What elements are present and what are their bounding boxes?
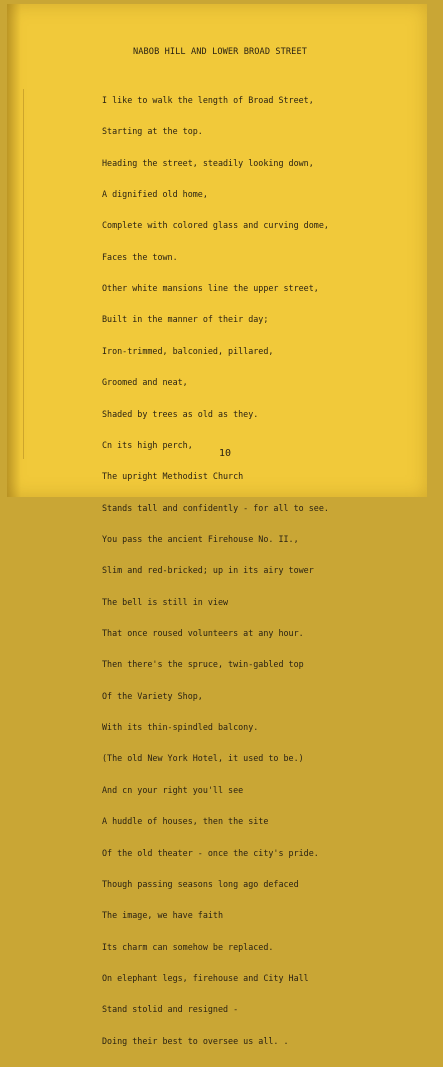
poem-line: Cn its high perch, xyxy=(102,439,193,450)
poem-line: Though passing seasons long ago defaced xyxy=(102,878,299,889)
poem-line: Faces the town. xyxy=(102,251,178,262)
poem-line: A dignified old home, xyxy=(102,188,208,199)
poem-line: Iron-trimmed, balconied, pillared, xyxy=(102,345,274,356)
poem-line: Stands tall and confidently - for all to see. xyxy=(102,502,329,513)
poem-line: Of the old theater - once the city's pride. xyxy=(102,847,319,858)
poem-line: You pass the ancient Firehouse No. II., xyxy=(102,533,299,544)
poem-line: The image, we have faith xyxy=(102,910,224,921)
page-number: 10 xyxy=(218,448,232,459)
poem-line: Built in the manner of their day; xyxy=(102,314,269,325)
poem-line: Its charm can somehow be replaced. xyxy=(102,941,274,952)
poem-line: Groomed and neat, xyxy=(102,377,188,388)
poem-body xyxy=(102,74,329,1067)
poem-line: On elephant legs, firehouse and City Hall xyxy=(102,972,309,983)
poem-line: A huddle of houses, then the site xyxy=(102,816,269,827)
poem-line: The upright Methodist Church xyxy=(102,471,244,482)
poem-line: Stand stolid and resigned - xyxy=(102,1004,239,1015)
poem-line: The bell is still in view xyxy=(102,596,229,607)
poem-line: Complete with colored glass and curving dome, xyxy=(102,220,329,231)
poem-line: Then there's the spruce, twin-gabled top xyxy=(102,659,304,670)
poem-line: Starting at the top. xyxy=(102,126,203,137)
page-binding-edge xyxy=(7,4,21,497)
poem-line: I like to walk the length of Broad Street, xyxy=(102,94,314,105)
poem-line: Other white mansions line the upper street, xyxy=(102,283,319,294)
poem-line: Heading the street, steadily looking down, xyxy=(102,157,314,168)
poem-line: That once roused volunteers at any hour. xyxy=(102,628,304,639)
poem-line: And cn your right you'll see xyxy=(102,784,244,795)
book-page xyxy=(7,4,427,1046)
poem-line: With its thin-spindled balcony. xyxy=(102,722,259,733)
poem-line: Of the Variety Shop, xyxy=(102,690,203,701)
poem-line: Slim and red-bricked; up in its airy tower xyxy=(102,565,314,576)
poem-title: NABOB HILL AND LOWER BROAD STREET xyxy=(132,47,308,57)
poem-line: (The old New York Hotel, it used to be.) xyxy=(102,753,304,764)
poem-line: Doing their best to oversee us all. . xyxy=(102,1035,289,1046)
poem-line: Shaded by trees as old as they. xyxy=(102,408,259,419)
page-fold-line xyxy=(23,89,24,459)
